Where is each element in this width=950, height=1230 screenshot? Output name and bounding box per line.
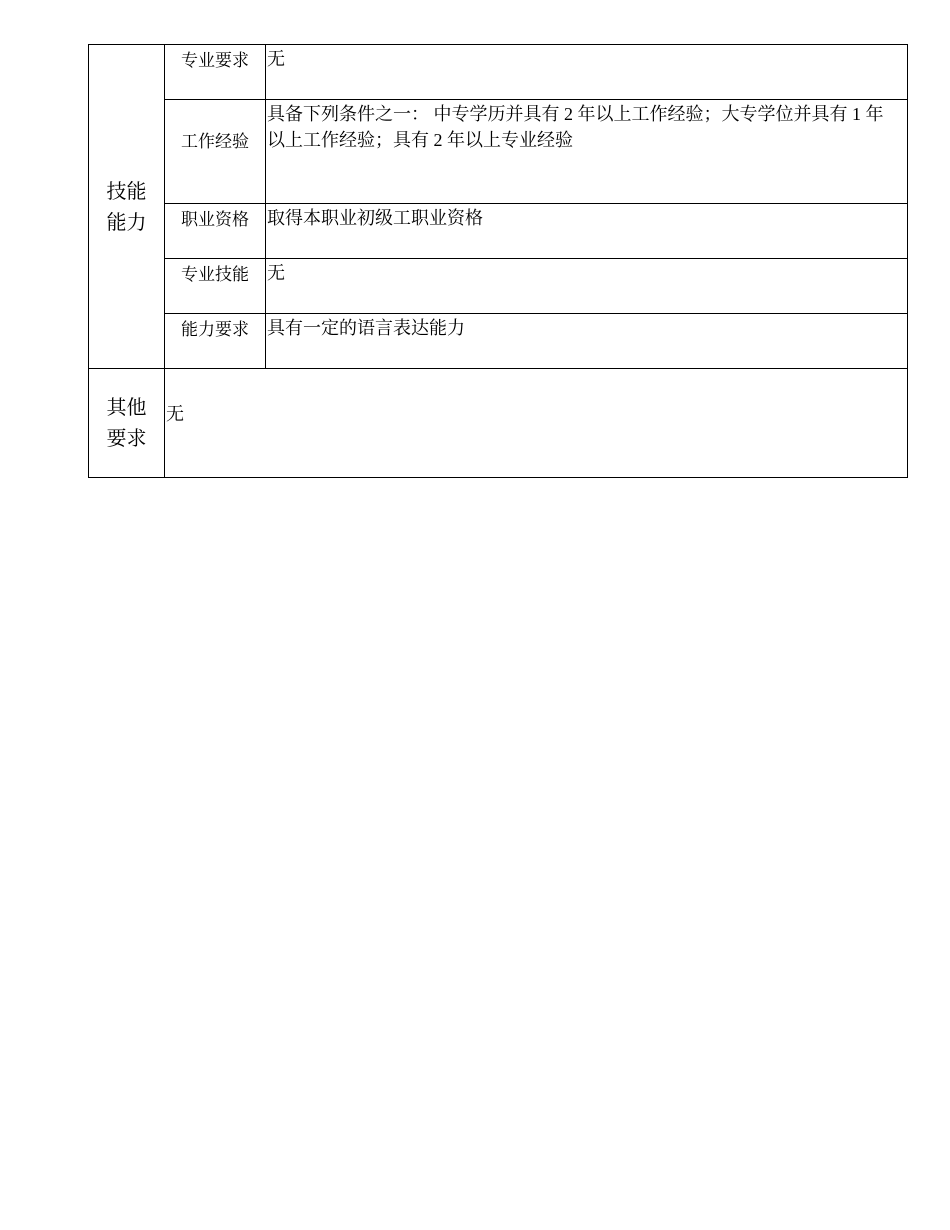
row-value-experience: 具备下列条件之一： 中专学历并具有 2 年以上工作经验；大专学位并具有 1 年以上工作经验；具有 2 年以上专业经验 (266, 100, 908, 204)
row-label-experience: 工作经验 (165, 100, 266, 204)
table-row (89, 204, 908, 259)
row-label-qualification: 职业资格 (165, 204, 266, 259)
table-row (89, 45, 908, 100)
skills-group-label: 技能能力 (89, 45, 165, 369)
other-group-value: 无 (165, 369, 908, 478)
row-label-skills: 专业技能 (165, 259, 266, 314)
row-label-major: 专业要求 (165, 45, 266, 100)
requirements-table (88, 44, 908, 478)
other-group-label: 其他要求 (89, 369, 165, 478)
row-value-major: 无 (266, 45, 908, 100)
row-value-ability: 具有一定的语言表达能力 (266, 314, 908, 369)
row-value-qualification: 取得本职业初级工职业资格 (266, 204, 908, 259)
row-value-skills: 无 (266, 259, 908, 314)
table-row (89, 259, 908, 314)
table-row (89, 314, 908, 369)
row-label-ability: 能力要求 (165, 314, 266, 369)
table-row (89, 369, 908, 478)
table-row (89, 100, 908, 204)
